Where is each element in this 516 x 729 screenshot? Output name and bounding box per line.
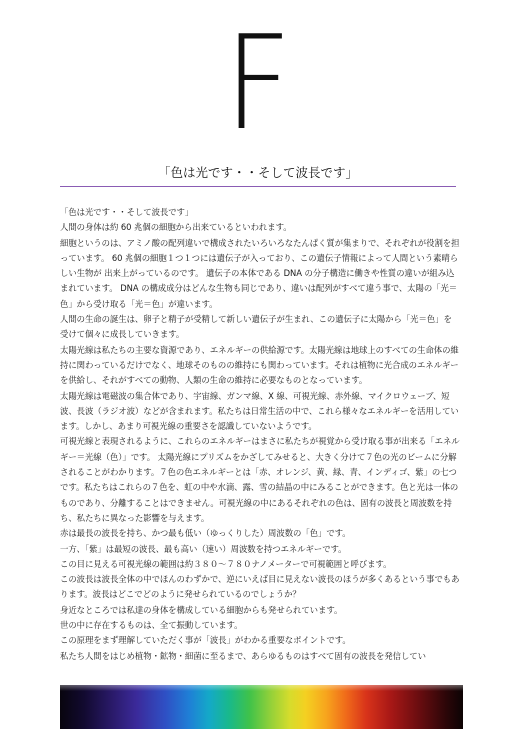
paragraph-heading: 「色は光です・・そして波長です」 <box>60 207 194 217</box>
paragraph: 世の中に存在するものは、全て振動しています。 <box>60 620 243 631</box>
paragraph: 人間の生命の誕生は、卵子と精子が受精して新しい遺伝子が生まれ、この遺伝子に太陽から「光＝色」を受けて個々に成長していきます。 <box>60 314 452 340</box>
paragraph: 太陽光線は電磁波の集合体であり、宇宙線、ガンマ線、X 線、可視光線、赤外線、マイクロウェーブ、短波、長波（ラジオ波）などが含まれます。私たちは日常生活の中で、これら様々なエネルギーを活用しています。しかし、あまり可視光線の重要さを認識していないようです。 <box>60 390 459 432</box>
paragraph: この目に見える可視光線の範囲は約３８０～７８０ナノメーターで可視範囲と呼びます。 <box>60 558 392 569</box>
color-spectrum-image <box>60 685 463 729</box>
paragraph: 赤は最長の波長を持ち、かつ最も低い（ゆっくりした）周波数の「色」です。 <box>60 528 351 539</box>
paragraph: この原理をまず理解していただく事が「波長」がわかる重要なポイントです。 <box>60 635 351 646</box>
paragraph: この波長は波長全体の中でほんのわずかで、逆にいえば目に見えない波長のほうが多くあるという事でもあります。波長はどこでどのように発せられているのでしょうか？ <box>60 574 460 600</box>
paragraph: 私たち人間をはじめ植物・鉱物・細菌に至るまで、あらゆるものはすべて固有の波長を発信してい <box>60 650 426 661</box>
paragraph: 身近なところでは私達の身体を構成している細胞からも発せられています。 <box>60 604 343 615</box>
paragraph: 可視光線と表現されるように、これらのエネルギーはまさに私たちが視覚から受け取る事が出来る「エネルギー＝光線（色）」です。 太陽光線にプリズムをかざしてみせると、大きく分けて７色の光のビームに分解されることがわかります。７色の色エネルギーとは「赤、オレンジ、黄、緑、青、インディゴ、紫」の七つです。私たちはこれらの７色を、虹の中や水滴、露、雪の結晶の中にみることができます。色と光は一体のものであり、分離することはできません。可視光線の中にあるそれぞれの色は、固有の波長と周波数を持ち、私たちに異なった影響を与えます。 <box>60 436 460 523</box>
paragraph: 人間の身体は約 60 兆個の細胞から出来ているといわれます。 <box>60 222 292 233</box>
body-text <box>60 205 460 664</box>
title-divider <box>60 186 456 187</box>
paragraph: 一方、「紫」は最短の波長、最も高い（速い）周波数を持つエネルギーです。 <box>60 543 347 554</box>
paragraph: 太陽光線は私たちの主要な資源であり、エネルギーの供給源です。太陽光線は地球上のすべての生命体の維持に関わっているだけでなく、地球そのものの維持にも関わっています。それは植物に光合成のエネルギーを供給し、それがすべての動物、人類の生命の維持に必要なものとなっています。 <box>60 344 459 386</box>
page-subtitle: 「色は光です・・そして波長です」 <box>157 165 358 180</box>
chapter-letter: F <box>224 7 292 159</box>
paragraph: 細胞というのは、アミノ酸の配列違いで構成されたいろいろなたんぱく質が集まりで、それぞれが役割を担っています。 60 兆個の細胞１つ１つには遺伝子が入っており、この遺伝子情報によって人間という素晴らしい生物が 出来上がっているのです。 遺伝子の本体である DNA の分子構造に働きや性質の違いが組み込まれています。 DNA の構成成分はどんな生物も同じであり、違いは配列がすべて違う事で、太陽の「光＝色」から受け取る「光＝色」が違います。 <box>60 237 460 309</box>
